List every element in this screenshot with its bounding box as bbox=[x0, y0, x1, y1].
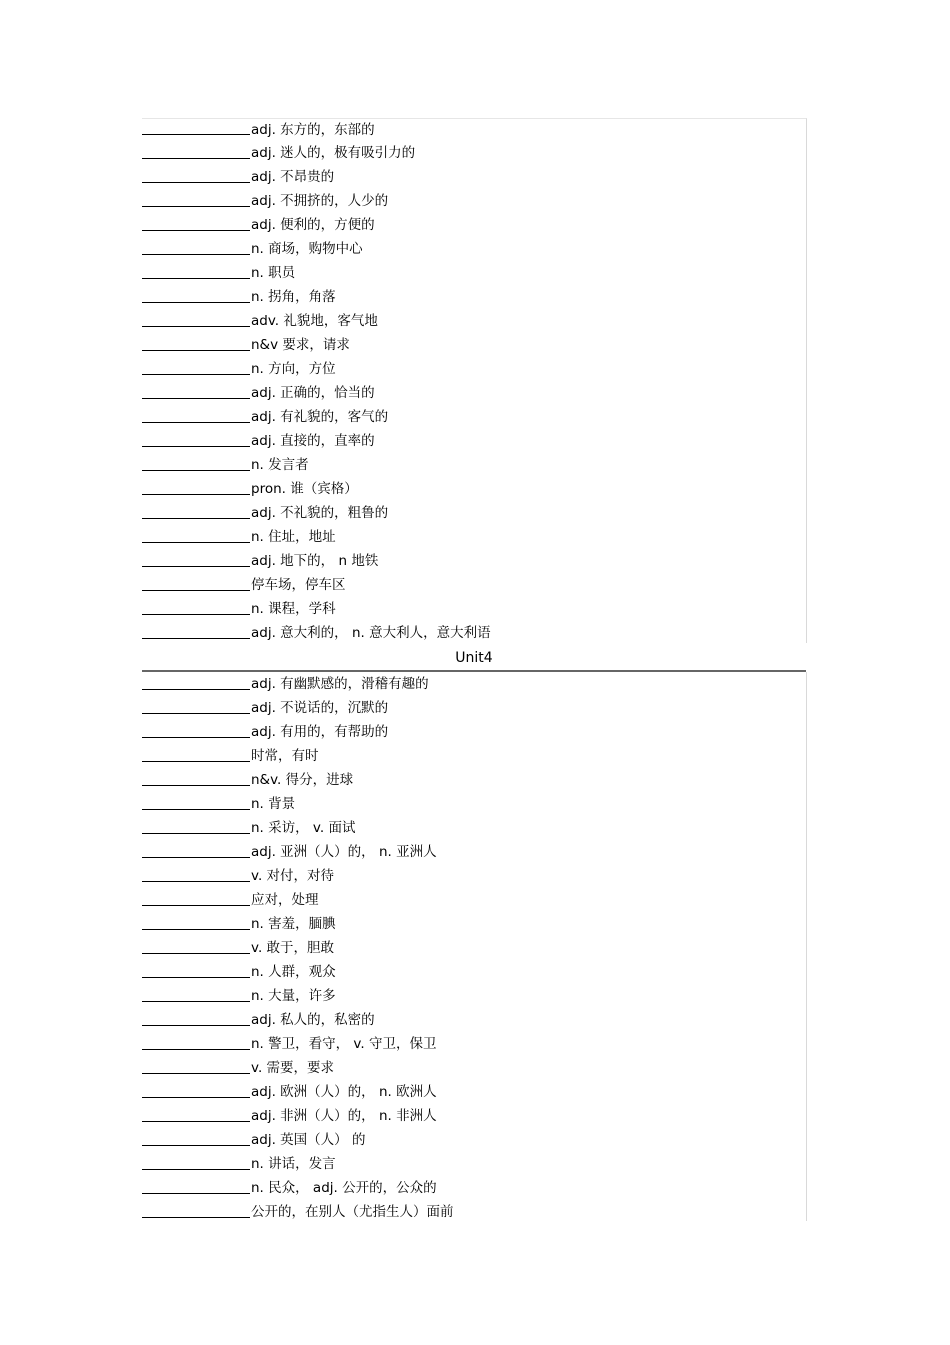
definition-text: n. 采访， v. 面试 bbox=[251, 820, 356, 836]
definition-text: n. 职员 bbox=[251, 265, 296, 281]
answer-blank bbox=[142, 929, 250, 930]
definition-text: adj. 东方的，东部的 bbox=[251, 122, 375, 138]
vocab-row bbox=[142, 840, 806, 864]
vocab-row bbox=[142, 936, 806, 960]
definition-text: adj. 地下的， n 地铁 bbox=[251, 553, 379, 569]
vocab-row bbox=[142, 960, 806, 984]
vocab-row bbox=[142, 912, 806, 936]
definition-text: 时常，有时 bbox=[251, 748, 319, 764]
definition-text: n. 背景 bbox=[251, 796, 296, 812]
answer-blank bbox=[142, 134, 250, 135]
vocab-row bbox=[142, 501, 806, 525]
definition-text: adj. 非洲（人）的， n. 非洲人 bbox=[251, 1108, 437, 1124]
vocab-row bbox=[142, 285, 806, 309]
answer-blank bbox=[142, 590, 250, 591]
answer-blank bbox=[142, 1049, 250, 1050]
definition-text: adj. 意大利的， n. 意大利人，意大利语 bbox=[251, 625, 491, 641]
vocab-row bbox=[142, 1080, 806, 1104]
answer-blank bbox=[142, 809, 250, 810]
answer-blank bbox=[142, 713, 250, 714]
vocab-row bbox=[142, 864, 806, 888]
definition-text: adv. 礼貌地，客气地 bbox=[251, 313, 378, 329]
vocab-row bbox=[142, 333, 806, 357]
vocab-row bbox=[142, 1008, 806, 1032]
answer-blank bbox=[142, 422, 250, 423]
definition-text: n. 方向，方位 bbox=[251, 361, 336, 377]
definition-text: n. 害羞，腼腆 bbox=[251, 916, 336, 932]
definition-text: v. 需要，要求 bbox=[251, 1060, 335, 1076]
vocab-row bbox=[142, 744, 806, 768]
vocab-row bbox=[142, 189, 806, 213]
vocab-row bbox=[142, 1056, 806, 1080]
vocab-row bbox=[142, 1176, 806, 1200]
vocab-row bbox=[142, 573, 806, 597]
definition-text: 应对，处理 bbox=[251, 892, 319, 908]
answer-blank bbox=[142, 446, 250, 447]
answer-blank bbox=[142, 398, 250, 399]
vocab-row bbox=[142, 119, 806, 141]
vocab-row bbox=[142, 1104, 806, 1128]
vocab-row bbox=[142, 597, 806, 621]
definition-text: adj. 便利的，方便的 bbox=[251, 217, 375, 233]
definition-text: adj. 有用的，有帮助的 bbox=[251, 724, 389, 740]
vocab-row bbox=[142, 261, 806, 285]
unit-heading: Unit4 bbox=[455, 650, 493, 666]
vocab-row bbox=[142, 381, 806, 405]
vocab-list-section-2 bbox=[142, 672, 807, 1221]
answer-blank bbox=[142, 1145, 250, 1146]
definition-text: adj. 有幽默感的，滑稽有趣的 bbox=[251, 676, 429, 692]
vocab-row bbox=[142, 768, 806, 792]
vocab-row bbox=[142, 792, 806, 816]
vocab-row bbox=[142, 429, 806, 453]
answer-blank bbox=[142, 785, 250, 786]
answer-blank bbox=[142, 1073, 250, 1074]
vocab-row bbox=[142, 984, 806, 1008]
vocab-row bbox=[142, 1200, 806, 1224]
vocab-row bbox=[142, 165, 806, 189]
answer-blank bbox=[142, 833, 250, 834]
definition-text: adj. 不拥挤的，人少的 bbox=[251, 193, 389, 209]
definition-text: n&v. 得分，进球 bbox=[251, 772, 354, 788]
vocab-row bbox=[142, 816, 806, 840]
vocab-row bbox=[142, 453, 806, 477]
vocab-row bbox=[142, 1128, 806, 1152]
vocab-row bbox=[142, 888, 806, 912]
answer-blank bbox=[142, 881, 250, 882]
answer-blank bbox=[142, 638, 250, 639]
vocab-row bbox=[142, 1032, 806, 1056]
vocab-list-section-1 bbox=[142, 118, 807, 643]
answer-blank bbox=[142, 494, 250, 495]
answer-blank bbox=[142, 230, 250, 231]
definition-text: adj. 不礼貌的，粗鲁的 bbox=[251, 505, 389, 521]
definition-text: n. 警卫，看守， v. 守卫，保卫 bbox=[251, 1036, 437, 1052]
vocab-row bbox=[142, 237, 806, 261]
answer-blank bbox=[142, 470, 250, 471]
definition-text: adj. 欧洲（人）的， n. 欧洲人 bbox=[251, 1084, 437, 1100]
answer-blank bbox=[142, 206, 250, 207]
definition-text: adj. 正确的，恰当的 bbox=[251, 385, 375, 401]
answer-blank bbox=[142, 278, 250, 279]
answer-blank bbox=[142, 1097, 250, 1098]
definition-text: adj. 私人的，私密的 bbox=[251, 1012, 375, 1028]
answer-blank bbox=[142, 542, 250, 543]
definition-text: n. 讲话，发言 bbox=[251, 1156, 336, 1172]
vocab-row bbox=[142, 720, 806, 744]
answer-blank bbox=[142, 614, 250, 615]
definition-text: adj. 亚洲（人）的， n. 亚洲人 bbox=[251, 844, 437, 860]
definition-text: n. 民众， adj. 公开的，公众的 bbox=[251, 1180, 437, 1196]
definition-text: n. 大量，许多 bbox=[251, 988, 336, 1004]
answer-blank bbox=[142, 254, 250, 255]
definition-text: v. 敢于，胆敢 bbox=[251, 940, 335, 956]
answer-blank bbox=[142, 518, 250, 519]
answer-blank bbox=[142, 1001, 250, 1002]
vocab-row bbox=[142, 621, 806, 645]
answer-blank bbox=[142, 689, 250, 690]
answer-blank bbox=[142, 1169, 250, 1170]
vocab-row bbox=[142, 357, 806, 381]
definition-text: 停车场，停车区 bbox=[251, 577, 346, 593]
answer-blank bbox=[142, 1025, 250, 1026]
answer-blank bbox=[142, 566, 250, 567]
definition-text: 公开的，在别人（尤指生人）面前 bbox=[251, 1204, 454, 1220]
answer-blank bbox=[142, 857, 250, 858]
answer-blank bbox=[142, 158, 250, 159]
answer-blank bbox=[142, 1121, 250, 1122]
answer-blank bbox=[142, 182, 250, 183]
definition-text: n. 人群，观众 bbox=[251, 964, 336, 980]
vocab-row bbox=[142, 405, 806, 429]
answer-blank bbox=[142, 326, 250, 327]
definition-text: n. 拐角，角落 bbox=[251, 289, 336, 305]
vocab-row bbox=[142, 672, 806, 696]
answer-blank bbox=[142, 953, 250, 954]
vocab-row bbox=[142, 477, 806, 501]
definition-text: adj. 直接的，直率的 bbox=[251, 433, 375, 449]
answer-blank bbox=[142, 350, 250, 351]
answer-blank bbox=[142, 761, 250, 762]
vocab-row bbox=[142, 525, 806, 549]
vocab-row bbox=[142, 213, 806, 237]
vocab-row bbox=[142, 549, 806, 573]
definition-text: n. 商场，购物中心 bbox=[251, 241, 363, 257]
answer-blank bbox=[142, 1193, 250, 1194]
definition-text: adj. 不昂贵的 bbox=[251, 169, 335, 185]
definition-text: adj. 有礼貌的，客气的 bbox=[251, 409, 389, 425]
vocab-row bbox=[142, 696, 806, 720]
definition-text: n. 住址，地址 bbox=[251, 529, 336, 545]
definition-text: adj. 不说话的，沉默的 bbox=[251, 700, 389, 716]
definition-text: n&v 要求，请求 bbox=[251, 337, 350, 353]
definition-text: adj. 英国（人） 的 bbox=[251, 1132, 366, 1148]
vocab-row bbox=[142, 309, 806, 333]
vocab-row bbox=[142, 141, 806, 165]
answer-blank bbox=[142, 1217, 250, 1218]
answer-blank bbox=[142, 737, 250, 738]
answer-blank bbox=[142, 374, 250, 375]
definition-text: n. 课程，学科 bbox=[251, 601, 336, 617]
answer-blank bbox=[142, 905, 250, 906]
definition-text: adj. 迷人的，极有吸引力的 bbox=[251, 145, 416, 161]
definition-text: v. 对付，对待 bbox=[251, 868, 335, 884]
definition-text: pron. 谁（宾格） bbox=[251, 481, 358, 497]
vocab-row bbox=[142, 1152, 806, 1176]
answer-blank bbox=[142, 302, 250, 303]
answer-blank bbox=[142, 977, 250, 978]
definition-text: n. 发言者 bbox=[251, 457, 309, 473]
